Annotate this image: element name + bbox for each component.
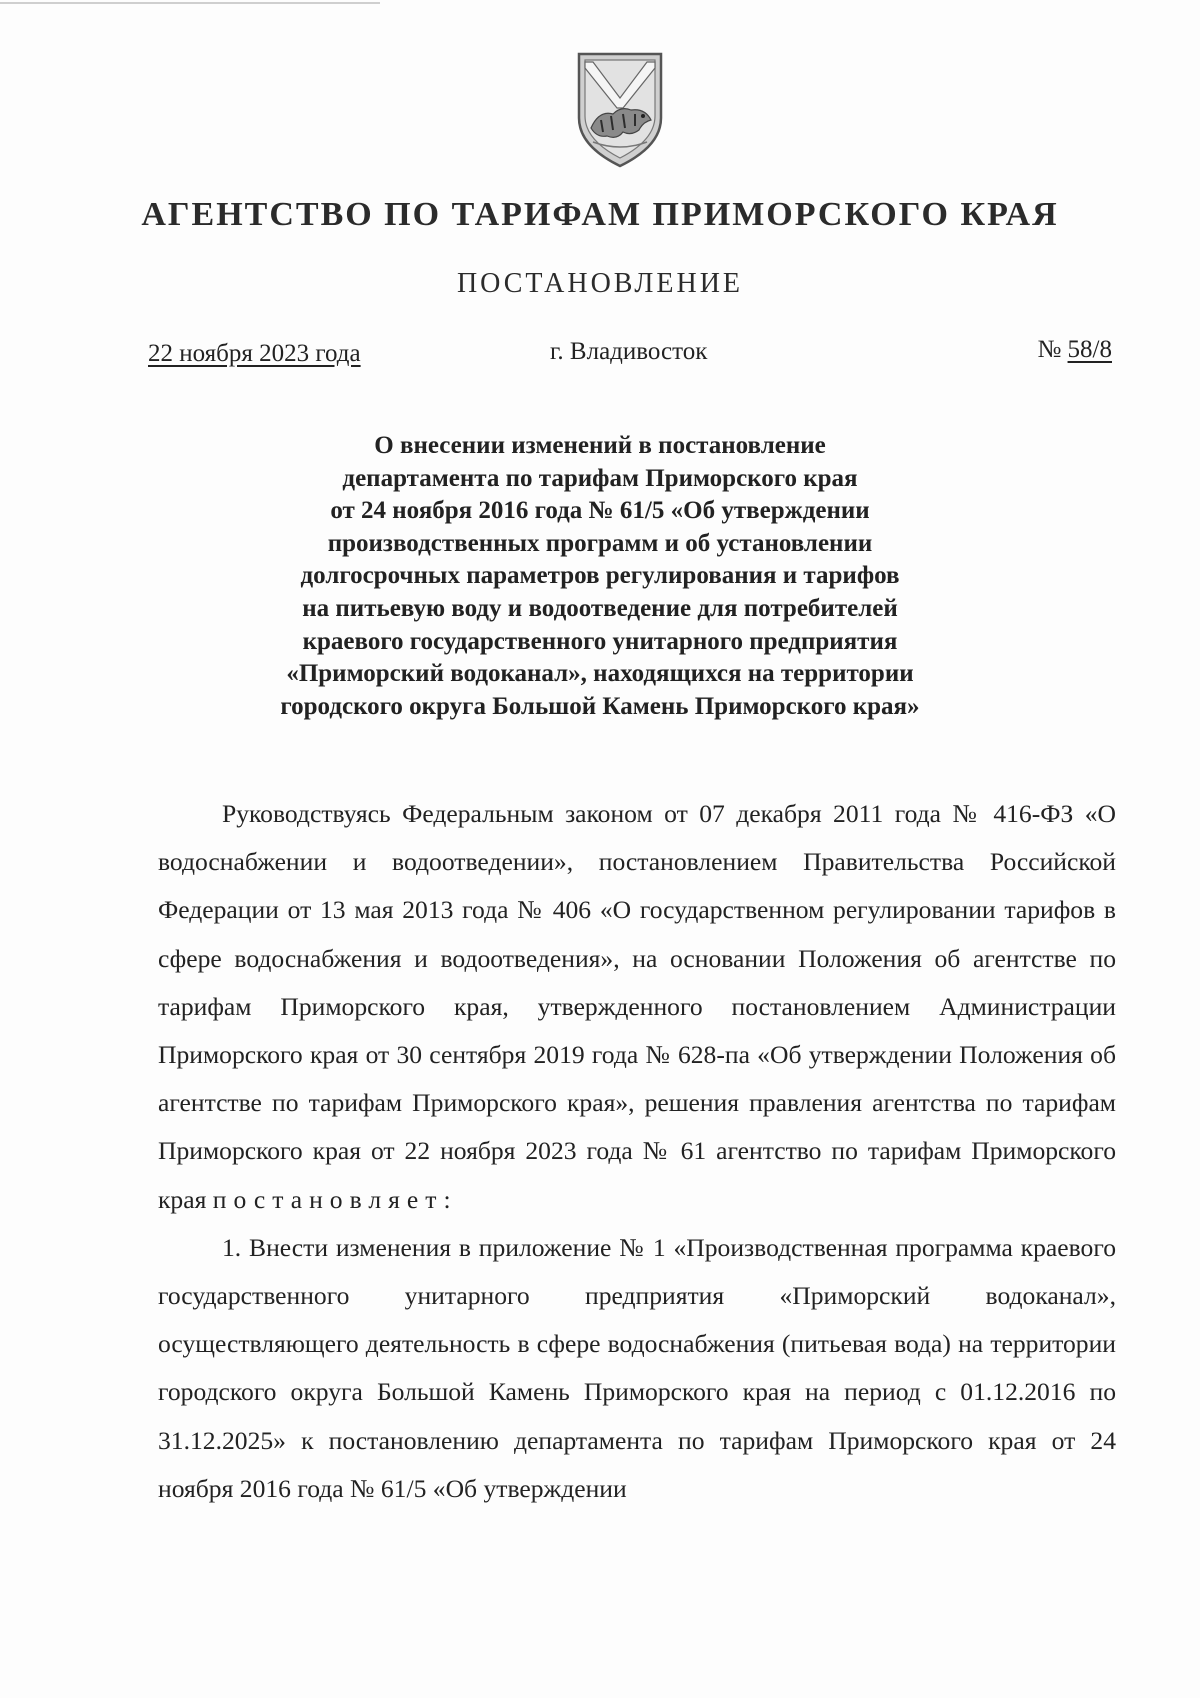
preamble-text: Руководствуясь Федеральным законом от 07 декабря 2011 года № 416-ФЗ «О водоснабжении и водоотведении», постановлением Правительства Российской Федерации от 13 мая 2013 года № 406 «О государственном регулировании тарифов в сфере водоснабжения и водоотведения», на основании Положения об агентстве по тарифам Приморского края, утвержденного постановлением Администрации Приморского края от 30 сентября 2019 года № 628-па «Об утверждении Положения об агентстве по тарифам Приморского края», решения правления агентства по тарифам Приморского края от 22 ноября 2023 года № 61 агентство по тарифам Приморского края (158, 799, 1116, 1214)
title-line: городского округа Большой Камень Приморского края» (280, 692, 920, 720)
resolves-keyword: постановляет: (212, 1184, 458, 1214)
title-line: краевого государственного унитарного предприятия (302, 627, 898, 655)
document-date: 22 ноября 2023 года (148, 340, 361, 367)
title-line: производственных программ и об установлении (327, 529, 873, 557)
title-line: О внесении изменений в постановление (374, 432, 826, 459)
title-line: департамента по тарифам Приморского края (342, 464, 858, 492)
body-paragraph-preamble (158, 790, 1116, 1224)
body-paragraph-item-1: 1. Внести изменения в приложение № 1 «Производственная программа краевого государственного унитарного предприятия «Приморский водоканал», осуществляющего деятельность в сфере водоснабжения (питьевая вода) на территории городского округа Большой Камень Приморского края на период с 01.12.2016 по 31.12.2025» к постановлению департамента по тарифам Приморского края от 24 ноября 2016 года № 61/5 «Об утверждении (158, 1232, 1116, 1503)
document-title (150, 430, 1050, 723)
coat-of-arms-emblem (573, 50, 667, 170)
document-body (158, 790, 1116, 1513)
title-line: от 24 ноября 2016 года № 61/5 «Об утверждении (330, 497, 870, 525)
title-line: на питьевую воду и водоотведение для потребителей (302, 594, 898, 622)
title-line: долгосрочных параметров регулирования и тарифов (300, 562, 900, 590)
document-number-value: 58/8 (1067, 336, 1112, 363)
document-number (1037, 336, 1112, 364)
document-city: г. Владивосток (550, 338, 708, 365)
agency-name: АГЕНТСТВО ПО ТАРИФАМ ПРИМОРСКОГО КРАЯ (141, 196, 1059, 233)
document-type: ПОСТАНОВЛЕНИЕ (456, 268, 744, 299)
title-line: «Приморский водоканал», находящихся на территории (286, 660, 914, 688)
scan-artifact-line (0, 2, 380, 4)
document-number-prefix: № (1037, 336, 1068, 363)
